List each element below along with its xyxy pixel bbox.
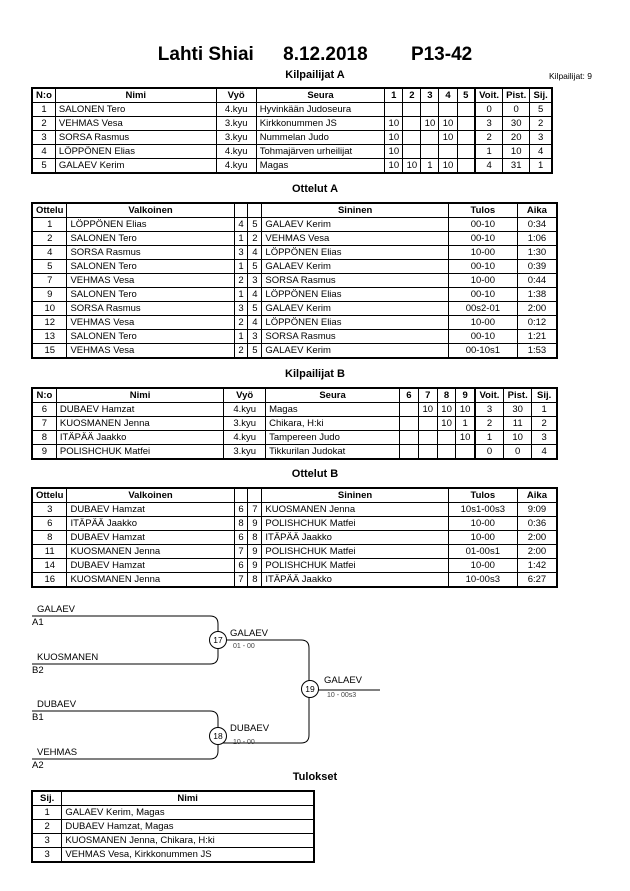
- table-cell: 9:09: [517, 503, 557, 517]
- table-cell: 10: [385, 131, 403, 145]
- table-cell: 8: [32, 431, 56, 445]
- matches-b-title: Ottelut B: [291, 468, 339, 480]
- table-cell: 6: [32, 403, 56, 417]
- table-cell: 3: [248, 330, 262, 344]
- table-cell: 9: [248, 517, 262, 531]
- table-cell: POLISHCHUK Matfei: [262, 517, 448, 531]
- match-19-winner: GALAEV: [324, 675, 363, 686]
- table-cell: LÖPPÖNEN Elias: [55, 145, 216, 159]
- table-cell: 0:39: [517, 260, 557, 274]
- table-cell: 3.kyu: [224, 445, 266, 460]
- table-cell: 2: [532, 417, 557, 431]
- table-cell: 3: [32, 834, 62, 848]
- table-cell: 1: [234, 260, 248, 274]
- table-cell: 1: [32, 806, 62, 820]
- table-cell: 6: [32, 517, 67, 531]
- table-cell: SORSA Rasmus: [262, 274, 448, 288]
- column-header: Vyö: [224, 388, 266, 403]
- column-header: 3: [421, 88, 439, 103]
- table-cell: 10-00: [448, 316, 517, 330]
- table-cell: 6: [234, 559, 248, 573]
- table-cell: 1: [530, 159, 552, 174]
- column-header: Ottelu: [32, 488, 67, 503]
- table-cell: 5: [32, 260, 67, 274]
- table-row: [32, 848, 314, 863]
- table-cell: 0:12: [517, 316, 557, 330]
- table-cell: ITÄPÄÄ Jaakko: [67, 517, 234, 531]
- table-cell: 4.kyu: [216, 103, 256, 117]
- table-cell: 00-10s1: [448, 344, 517, 359]
- table-cell: GALAEV Kerim: [262, 344, 448, 359]
- table-cell: LÖPPÖNEN Elias: [262, 288, 448, 302]
- table-cell: KUOSMANEN Jenna: [67, 573, 234, 588]
- table-cell: 5: [248, 302, 262, 316]
- table-cell: 11: [504, 417, 532, 431]
- column-header: Tulos: [448, 203, 517, 218]
- table-cell: SALONEN Tero: [67, 232, 234, 246]
- table-cell: 3.kyu: [216, 131, 256, 145]
- table-cell: VEHMAS Vesa: [55, 117, 216, 131]
- pool-b-title: Kilpailijat B: [285, 368, 345, 380]
- table-cell: 00-10: [448, 260, 517, 274]
- table-cell: 5: [248, 218, 262, 232]
- table-cell: 3.kyu: [224, 417, 266, 431]
- table-cell: 0:36: [517, 517, 557, 531]
- table-cell: 4: [248, 288, 262, 302]
- table-cell: 8: [248, 573, 262, 588]
- bracket-b2-seed: B2: [32, 665, 44, 676]
- bracket-a2-seed: A2: [32, 760, 44, 771]
- table-cell: 8: [234, 517, 248, 531]
- table-cell: ITÄPÄÄ Jaakko: [262, 531, 448, 545]
- table-cell: 4: [248, 316, 262, 330]
- column-header: Sininen: [262, 488, 448, 503]
- table-cell: Hyvinkään Judoseura: [256, 103, 385, 117]
- table-cell: 4: [32, 246, 67, 260]
- table-cell: 1: [475, 431, 504, 445]
- table-cell: 13: [32, 330, 67, 344]
- table-cell: 3.kyu: [216, 117, 256, 131]
- table-cell: Magas: [266, 403, 400, 417]
- table-cell: KUOSMANEN Jenna: [262, 503, 448, 517]
- match-17-winner: GALAEV: [230, 628, 269, 639]
- table-cell: LÖPPÖNEN Elias: [67, 218, 234, 232]
- table-cell: DUBAEV Hamzat: [56, 403, 223, 417]
- table-cell: 9: [32, 288, 67, 302]
- table-cell: 30: [504, 403, 532, 417]
- column-header: 6: [400, 388, 419, 403]
- table-cell: 10: [421, 117, 439, 131]
- table-cell: 0:44: [517, 274, 557, 288]
- table-cell: VEHMAS Vesa, Kirkkonummen JS: [62, 848, 314, 863]
- table-cell: POLISHCHUK Matfei: [262, 545, 448, 559]
- table-cell: 7: [248, 503, 262, 517]
- match-17-circle: 17: [209, 631, 227, 649]
- table-cell: 9: [32, 445, 56, 460]
- table-cell: 8: [32, 531, 67, 545]
- table-cell: KUOSMANEN Jenna: [67, 545, 234, 559]
- table-cell: 3: [532, 431, 557, 445]
- table-cell: 0:34: [517, 218, 557, 232]
- table-cell: 4: [475, 159, 503, 174]
- table-cell: SALONEN Tero: [67, 330, 234, 344]
- column-header: Seura: [256, 88, 385, 103]
- event-name: Lahti Shiai: [157, 44, 254, 65]
- table-cell: 0: [475, 103, 503, 117]
- table-cell: DUBAEV Hamzat: [67, 531, 234, 545]
- results-title: Tulokset: [292, 771, 338, 783]
- table-cell: Tikkurilan Judokat: [266, 445, 400, 460]
- match-18-circle: 18: [209, 727, 227, 745]
- table-cell: 2: [475, 417, 504, 431]
- table-cell: 2: [234, 316, 248, 330]
- table-cell: 4: [234, 218, 248, 232]
- column-header: Valkoinen: [67, 203, 234, 218]
- match-19-circle: 19: [301, 680, 319, 698]
- table-cell: POLISHCHUK Matfei: [262, 559, 448, 573]
- table-cell: 11: [32, 545, 67, 559]
- table-cell: 10: [504, 431, 532, 445]
- table-cell: 0: [503, 103, 530, 117]
- matches-a-title: Ottelut A: [291, 183, 339, 195]
- table-cell: 1:30: [517, 246, 557, 260]
- column-header: 2: [403, 88, 421, 103]
- table-cell: 10: [456, 431, 475, 445]
- table-cell: 10: [439, 117, 457, 131]
- table-cell: 4.kyu: [224, 431, 266, 445]
- table-cell: 10s1-00s3: [448, 503, 517, 517]
- table-cell: 6: [234, 531, 248, 545]
- column-header: 7: [418, 388, 437, 403]
- bracket-b1-name: DUBAEV: [37, 699, 77, 710]
- table-cell: 10: [439, 159, 457, 174]
- table-cell: 10: [385, 159, 403, 174]
- table-cell: 1: [532, 403, 557, 417]
- match-19-score: 10 - 00s3: [327, 692, 357, 699]
- column-header: 5: [457, 88, 475, 103]
- table-cell: 14: [32, 559, 67, 573]
- table-cell: POLISHCHUK Matfei: [56, 445, 223, 460]
- match-18-score: 10 - 00: [233, 739, 255, 746]
- table-cell: 10: [437, 403, 456, 417]
- bracket-b2-name: KUOSMANEN: [37, 652, 99, 663]
- table-cell: 7: [234, 545, 248, 559]
- table-cell: 10: [385, 145, 403, 159]
- table-cell: SORSA Rasmus: [67, 246, 234, 260]
- results-table: [31, 790, 315, 863]
- column-header: Sininen: [262, 203, 448, 218]
- table-cell: 2: [530, 117, 552, 131]
- table-cell: 4: [248, 246, 262, 260]
- column-header: Voit.: [475, 388, 504, 403]
- table-cell: Nummelan Judo: [256, 131, 385, 145]
- table-cell: 1: [32, 103, 55, 117]
- table-cell: 7: [32, 417, 56, 431]
- column-header: Sij.: [532, 388, 557, 403]
- column-header: N:o: [32, 388, 56, 403]
- table-cell: 9: [248, 545, 262, 559]
- column-header: Pist.: [503, 88, 530, 103]
- table-cell: 2: [234, 274, 248, 288]
- column-header: Seura: [266, 388, 400, 403]
- table-cell: 8: [248, 531, 262, 545]
- table-cell: 10: [437, 417, 456, 431]
- table-cell: Tampereen Judo: [266, 431, 400, 445]
- table-cell: GALAEV Kerim: [262, 260, 448, 274]
- column-header: Voit.: [475, 88, 503, 103]
- table-cell: 0: [475, 445, 504, 460]
- table-cell: 1:21: [517, 330, 557, 344]
- table-row: [32, 820, 314, 834]
- table-cell: 10-00: [448, 559, 517, 573]
- table-cell: 00-10: [448, 330, 517, 344]
- column-header: 1: [385, 88, 403, 103]
- table-cell: SALONEN Tero: [67, 288, 234, 302]
- column-header: Ottelu: [32, 203, 67, 218]
- table-cell: 1:42: [517, 559, 557, 573]
- table-cell: VEHMAS Vesa: [262, 232, 448, 246]
- table-cell: Magas: [256, 159, 385, 174]
- table-cell: 3: [32, 848, 62, 863]
- table-cell: 3: [530, 131, 552, 145]
- table-cell: KUOSMANEN Jenna, Chikara, H:ki: [62, 834, 314, 848]
- column-header: Tulos: [448, 488, 517, 503]
- match-17-score: 01 - 00: [233, 643, 255, 650]
- table-cell: SORSA Rasmus: [67, 302, 234, 316]
- column-header: Vyö: [216, 88, 256, 103]
- match-18-winner: DUBAEV: [230, 723, 270, 734]
- table-cell: 1:06: [517, 232, 557, 246]
- column-header: Valkoinen: [67, 488, 234, 503]
- table-cell: 9: [248, 559, 262, 573]
- column-header: 4: [439, 88, 457, 103]
- column-header: Aika: [517, 203, 557, 218]
- table-cell: 2:00: [517, 531, 557, 545]
- table-cell: ITÄPÄÄ Jaakko: [56, 431, 223, 445]
- table-cell: 3: [475, 403, 504, 417]
- table-row: [32, 806, 314, 820]
- table-cell: 1: [234, 288, 248, 302]
- table-cell: VEHMAS Vesa: [67, 344, 234, 359]
- table-cell: Tohmajärven urheilijat: [256, 145, 385, 159]
- column-header: Pist.: [504, 388, 532, 403]
- column-header: Sij.: [530, 88, 552, 103]
- event-category: P13-42: [410, 44, 473, 65]
- column-header: Sij.: [32, 791, 62, 806]
- column-header: Nimi: [62, 791, 314, 806]
- table-cell: 3: [234, 246, 248, 260]
- table-cell: 1: [475, 145, 503, 159]
- table-cell: 3: [234, 302, 248, 316]
- table-cell: 01-00s1: [448, 545, 517, 559]
- table-cell: 6: [234, 503, 248, 517]
- table-cell: 4.kyu: [216, 145, 256, 159]
- table-cell: 2: [234, 344, 248, 359]
- table-cell: 3: [32, 503, 67, 517]
- table-cell: 31: [503, 159, 530, 174]
- table-cell: 1:53: [517, 344, 557, 359]
- table-cell: 7: [234, 573, 248, 588]
- table-cell: SORSA Rasmus: [262, 330, 448, 344]
- table-cell: 2: [32, 820, 62, 834]
- column-header: Aika: [517, 488, 557, 503]
- table-cell: DUBAEV Hamzat, Magas: [62, 820, 314, 834]
- table-cell: GALAEV Kerim: [55, 159, 216, 174]
- table-cell: 6:27: [517, 573, 557, 588]
- table-cell: 5: [248, 260, 262, 274]
- table-cell: 2: [32, 117, 55, 131]
- table-cell: 10-00s3: [448, 573, 517, 588]
- table-cell: 2: [32, 232, 67, 246]
- table-cell: 00-10: [448, 232, 517, 246]
- table-cell: 3: [475, 117, 503, 131]
- table-cell: SALONEN Tero: [67, 260, 234, 274]
- table-cell: SORSA Rasmus: [55, 131, 216, 145]
- table-cell: 10-00: [448, 246, 517, 260]
- table-cell: 15: [32, 344, 67, 359]
- table-cell: GALAEV Kerim, Magas: [62, 806, 314, 820]
- competitors-count: Kilpailijat: 9: [549, 71, 592, 81]
- table-cell: DUBAEV Hamzat: [67, 503, 234, 517]
- table-cell: 4: [32, 145, 55, 159]
- table-cell: 30: [503, 117, 530, 131]
- table-cell: 00s2-01: [448, 302, 517, 316]
- table-cell: 4.kyu: [224, 403, 266, 417]
- table-cell: 10: [456, 403, 475, 417]
- table-cell: DUBAEV Hamzat: [67, 559, 234, 573]
- table-cell: 00-10: [448, 288, 517, 302]
- table-header-row: [32, 791, 314, 806]
- table-cell: 7: [32, 274, 67, 288]
- table-cell: 1: [456, 417, 475, 431]
- table-cell: 10: [418, 403, 437, 417]
- bracket-a2-name: VEHMAS: [37, 747, 78, 758]
- table-cell: 1: [234, 232, 248, 246]
- column-header: Nimi: [56, 388, 223, 403]
- table-cell: 10-00: [448, 274, 517, 288]
- table-cell: 10: [385, 117, 403, 131]
- table-cell: ITÄPÄÄ Jaakko: [262, 573, 448, 588]
- table-cell: LÖPPÖNEN Elias: [262, 246, 448, 260]
- bracket-a1-seed: A1: [32, 617, 44, 628]
- table-cell: 10-00: [448, 517, 517, 531]
- table-cell: 3: [248, 274, 262, 288]
- table-cell: 1:38: [517, 288, 557, 302]
- table-cell: 4.kyu: [216, 159, 256, 174]
- table-cell: 3: [32, 131, 55, 145]
- bracket-a1-name: GALAEV: [37, 604, 76, 615]
- table-cell: 20: [503, 131, 530, 145]
- table-cell: 0: [504, 445, 532, 460]
- pool-a-title: Kilpailijat A: [285, 69, 345, 81]
- table-cell: 1: [421, 159, 439, 174]
- table-cell: 1: [32, 218, 67, 232]
- table-cell: KUOSMANEN Jenna: [56, 417, 223, 431]
- table-cell: VEHMAS Vesa: [67, 274, 234, 288]
- table-cell: 2:00: [517, 545, 557, 559]
- table-cell: 2:00: [517, 302, 557, 316]
- table-cell: 1: [234, 330, 248, 344]
- table-cell: 5: [248, 344, 262, 359]
- table-cell: VEHMAS Vesa: [67, 316, 234, 330]
- table-cell: 00-10: [448, 218, 517, 232]
- bracket-b1-seed: B1: [32, 712, 44, 723]
- table-cell: 10: [32, 302, 67, 316]
- table-cell: 10: [439, 131, 457, 145]
- event-date: 8.12.2018: [283, 44, 368, 65]
- table-cell: 16: [32, 573, 67, 588]
- table-cell: 10: [503, 145, 530, 159]
- column-header: Nimi: [55, 88, 216, 103]
- table-cell: Chikara, H:ki: [266, 417, 400, 431]
- column-header: 8: [437, 388, 456, 403]
- column-header: 9: [456, 388, 475, 403]
- table-row: [32, 834, 314, 848]
- table-cell: 4: [532, 445, 557, 460]
- table-cell: 10-00: [448, 531, 517, 545]
- table-cell: Kirkkonummen JS: [256, 117, 385, 131]
- table-cell: 2: [475, 131, 503, 145]
- table-cell: 5: [32, 159, 55, 174]
- column-header: N:o: [32, 88, 55, 103]
- table-cell: 12: [32, 316, 67, 330]
- table-cell: 10: [403, 159, 421, 174]
- table-cell: 2: [248, 232, 262, 246]
- table-cell: GALAEV Kerim: [262, 302, 448, 316]
- table-cell: SALONEN Tero: [55, 103, 216, 117]
- table-cell: 5: [530, 103, 552, 117]
- table-cell: GALAEV Kerim: [262, 218, 448, 232]
- table-cell: LÖPPÖNEN Elias: [262, 316, 448, 330]
- table-cell: 4: [530, 145, 552, 159]
